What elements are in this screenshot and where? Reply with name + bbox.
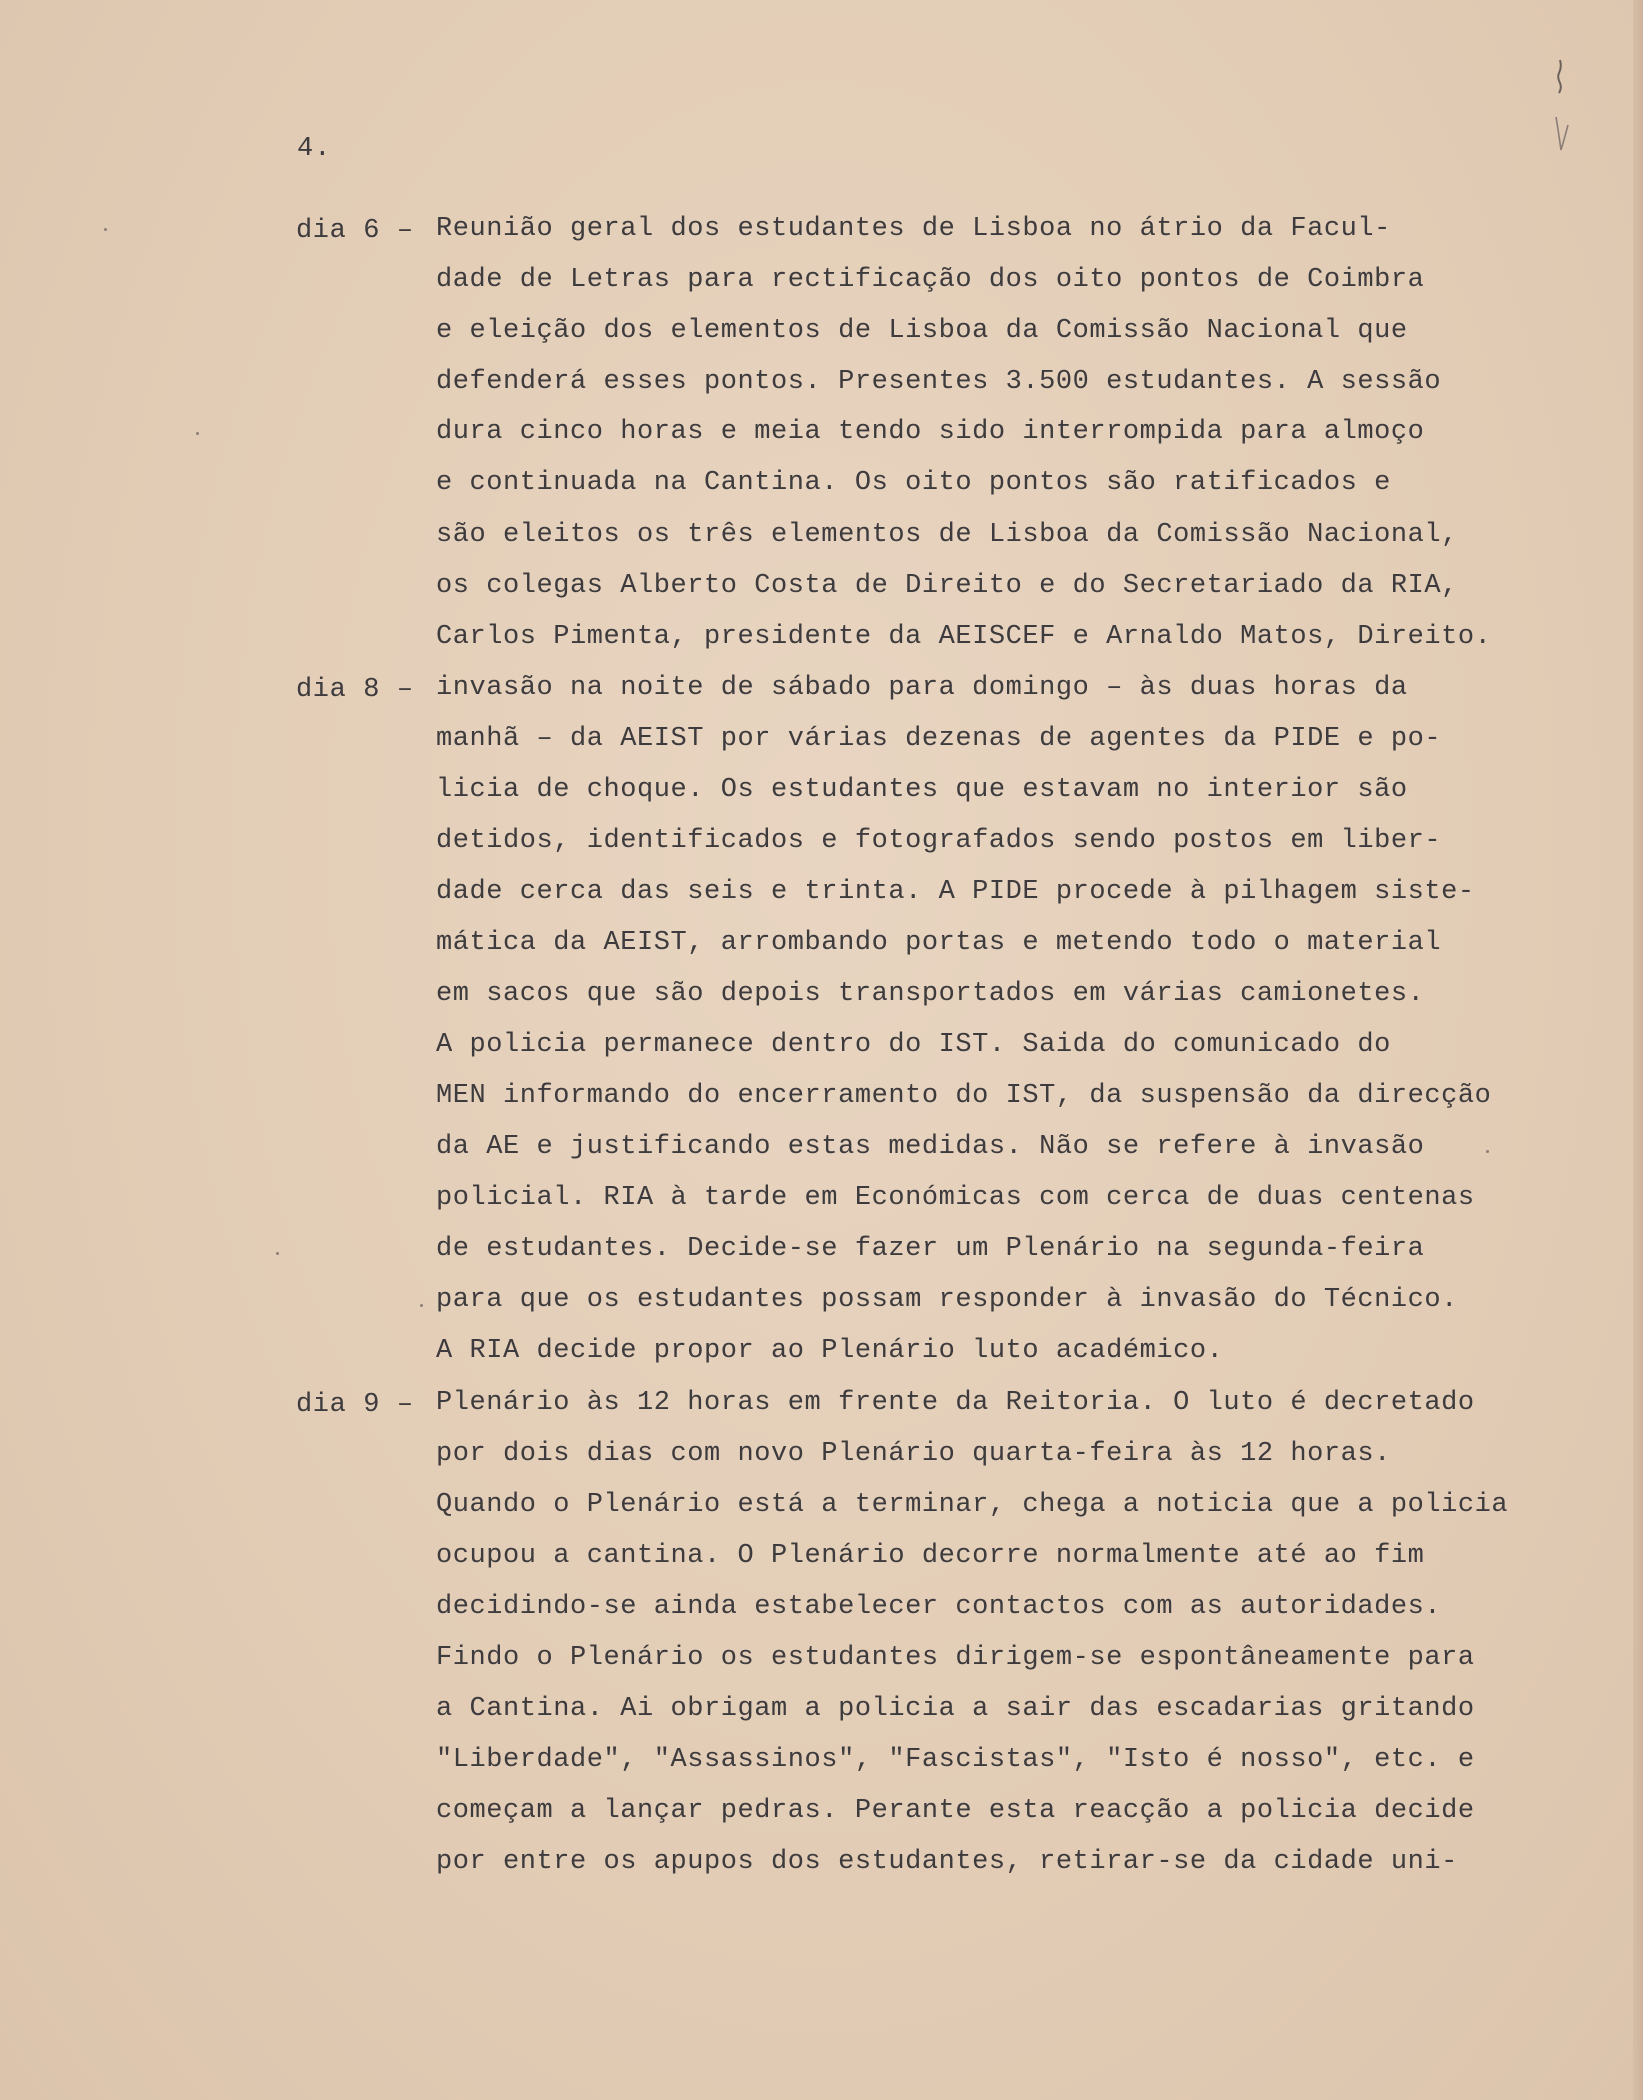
page-number: 4. — [297, 134, 332, 164]
entry-line: MEN informando do encerramento do IST, da suspensão da direcção — [436, 1081, 1492, 1111]
entry-line: para que os estudantes possam responder à invasão do Técnico. — [436, 1285, 1458, 1315]
page-edge — [1633, 0, 1643, 2100]
entry-line: dade cerca das seis e trinta. A PIDE procede à pilhagem siste- — [436, 877, 1475, 907]
entry-line: a Cantina. Ai obrigam a policia a sair das escadarias gritando — [436, 1694, 1475, 1724]
entry-line: da AE e justificando estas medidas. Não se refere à invasão — [436, 1132, 1425, 1162]
day-label: dia 6 – — [296, 216, 414, 246]
entry-line: são eleitos os três elementos de Lisboa da Comissão Nacional, — [436, 520, 1458, 550]
entry-line: licia de choque. Os estudantes que estavam no interior são — [436, 775, 1408, 805]
entry-line: decidindo-se ainda estabelecer contactos com as autoridades. — [436, 1592, 1442, 1622]
entry-line: os colegas Alberto Costa de Direito e do Secretariado da RIA, — [436, 571, 1458, 601]
entry-line: Findo o Plenário os estudantes dirigem-se espontâneamente para — [436, 1643, 1475, 1673]
entry-line: A RIA decide propor ao Plenário luto académico. — [436, 1336, 1224, 1366]
entry-line: Reunião geral dos estudantes de Lisboa no átrio da Facul- — [436, 214, 1391, 244]
entry-line: defenderá esses pontos. Presentes 3.500 estudantes. A sessão — [436, 367, 1442, 397]
paper-speck — [196, 432, 199, 435]
entry-line: manhã – da AEIST por várias dezenas de agentes da PIDE e po- — [436, 724, 1442, 754]
entry-line: "Liberdade", "Assassinos", "Fascistas", "Isto é nosso", etc. e — [436, 1745, 1475, 1775]
entry-line: A policia permanece dentro do IST. Saida do comunicado do — [436, 1030, 1391, 1060]
entry-line: e continuada na Cantina. Os oito pontos são ratificados e — [436, 468, 1391, 498]
entry-line: dade de Letras para rectificação dos oito pontos de Coimbra — [436, 265, 1425, 295]
pencil-mark-icon — [1550, 55, 1570, 165]
entry-line: invasão na noite de sábado para domingo – às duas horas da — [436, 673, 1408, 703]
entry-line: de estudantes. Decide-se fazer um Plenário na segunda-feira — [436, 1234, 1425, 1264]
day-label: dia 9 – — [296, 1390, 414, 1420]
entry-line: Carlos Pimenta, presidente da AEISCEF e Arnaldo Matos, Direito. — [436, 622, 1492, 652]
paper-speck — [276, 1252, 279, 1255]
entry-line: policial. RIA à tarde em Económicas com cerca de duas centenas — [436, 1183, 1475, 1213]
paper-speck — [104, 228, 107, 231]
paper-speck — [1486, 1150, 1489, 1153]
entry-line: por entre os apupos dos estudantes, retirar-se da cidade uni- — [436, 1847, 1458, 1877]
entry-line: por dois dias com novo Plenário quarta-feira às 12 horas. — [436, 1439, 1391, 1469]
entry-line: detidos, identificados e fotografados sendo postos em liber- — [436, 826, 1442, 856]
entry-line: em sacos que são depois transportados em várias camionetes. — [436, 979, 1425, 1009]
entry-line: dura cinco horas e meia tendo sido interrompida para almoço — [436, 417, 1425, 447]
day-label: dia 8 – — [296, 675, 414, 705]
entry-line: ocupou a cantina. O Plenário decorre normalmente até ao fim — [436, 1541, 1425, 1571]
paper-speck — [420, 1304, 423, 1307]
entry-line: começam a lançar pedras. Perante esta reacção a policia decide — [436, 1796, 1475, 1826]
entry-line: Quando o Plenário está a terminar, chega a noticia que a policia — [436, 1490, 1509, 1520]
entry-line: e eleição dos elementos de Lisboa da Comissão Nacional que — [436, 316, 1408, 346]
entry-line: mática da AEIST, arrombando portas e metendo todo o material — [436, 928, 1442, 958]
entry-line: Plenário às 12 horas em frente da Reitoria. O luto é decretado — [436, 1388, 1475, 1418]
